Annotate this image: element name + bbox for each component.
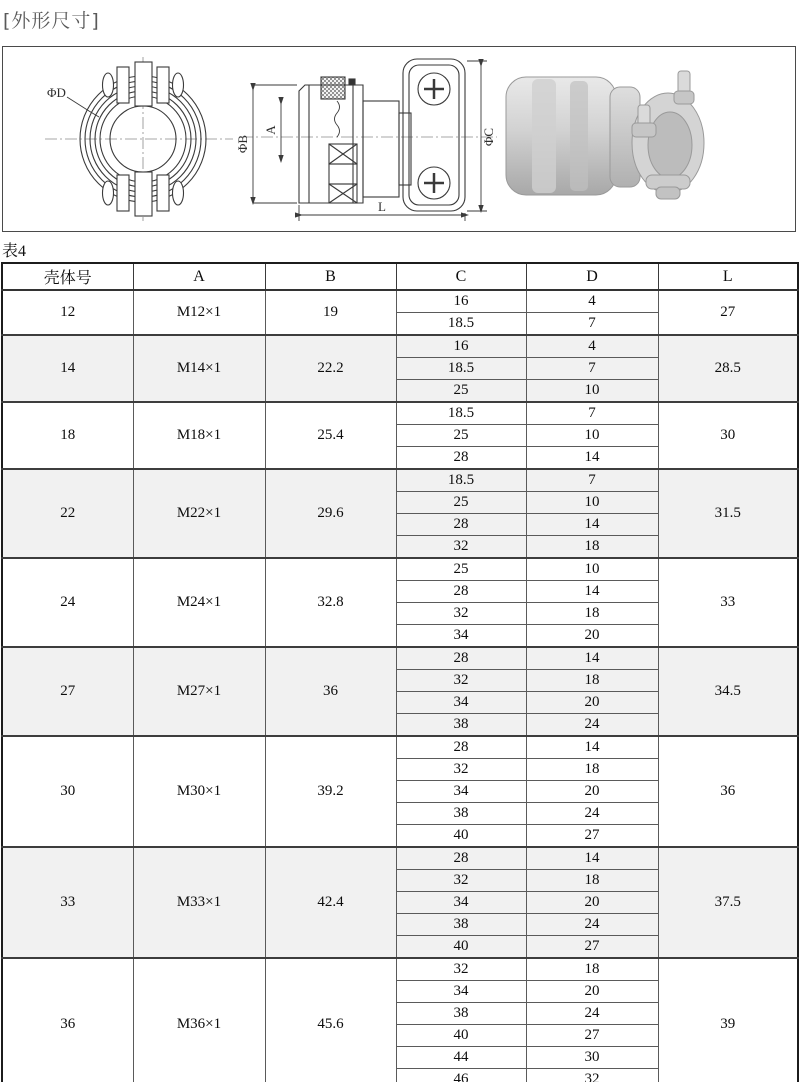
dim-d-cell: 14 xyxy=(526,847,658,870)
dim-d-cell: 4 xyxy=(526,290,658,313)
dim-c-cell: 32 xyxy=(396,958,526,981)
dim-c-cell: 34 xyxy=(396,692,526,714)
dim-d-cell: 10 xyxy=(526,492,658,514)
dim-b-cell: 32.8 xyxy=(265,558,396,647)
dim-d-cell: 14 xyxy=(526,736,658,759)
dim-d-cell: 4 xyxy=(526,335,658,358)
shell-number-cell: 12 xyxy=(2,290,133,335)
dim-l-cell: 34.5 xyxy=(658,647,798,736)
shell-number-cell: 24 xyxy=(2,558,133,647)
dim-d-cell: 20 xyxy=(526,692,658,714)
thread-a-cell: M22×1 xyxy=(133,469,265,558)
dim-c-cell: 25 xyxy=(396,425,526,447)
dim-c-cell: 38 xyxy=(396,714,526,737)
dim-c-cell: 34 xyxy=(396,781,526,803)
dim-c-cell: 38 xyxy=(396,803,526,825)
dim-c-cell: 25 xyxy=(396,492,526,514)
dim-d-cell: 7 xyxy=(526,313,658,336)
dim-b-cell: 19 xyxy=(265,290,396,335)
dim-c-cell: 40 xyxy=(396,825,526,848)
thread-a-cell: M36×1 xyxy=(133,958,265,1082)
dim-c-cell: 38 xyxy=(396,1003,526,1025)
dim-b-cell: 36 xyxy=(265,647,396,736)
dim-d-cell: 18 xyxy=(526,958,658,981)
dim-d-cell: 10 xyxy=(526,380,658,403)
column-header: 壳体号 xyxy=(2,263,133,290)
dim-c-cell: 40 xyxy=(396,936,526,959)
dim-c-cell: 32 xyxy=(396,536,526,559)
dim-c-cell: 28 xyxy=(396,514,526,536)
dim-d-cell: 14 xyxy=(526,581,658,603)
dim-c-cell: 46 xyxy=(396,1069,526,1082)
column-header: B xyxy=(265,263,396,290)
dim-c-cell: 28 xyxy=(396,447,526,470)
table-row xyxy=(2,558,798,581)
thread-a-cell: M30×1 xyxy=(133,736,265,847)
dim-d-cell: 14 xyxy=(526,647,658,670)
shell-number-cell: 14 xyxy=(2,335,133,402)
dim-l-cell: 28.5 xyxy=(658,335,798,402)
dim-d-cell: 10 xyxy=(526,558,658,581)
dim-b-cell: 45.6 xyxy=(265,958,396,1082)
dim-d-cell: 24 xyxy=(526,714,658,737)
shell-number-cell: 36 xyxy=(2,958,133,1082)
dim-c-cell: 32 xyxy=(396,603,526,625)
thread-a-cell: M14×1 xyxy=(133,335,265,402)
dim-c-cell: 32 xyxy=(396,870,526,892)
thread-a-cell: M27×1 xyxy=(133,647,265,736)
dim-l-cell: 39 xyxy=(658,958,798,1082)
dim-c-cell: 25 xyxy=(396,558,526,581)
dim-c-cell: 18.5 xyxy=(396,358,526,380)
phi-d-label: ΦD xyxy=(47,85,66,100)
dim-d-cell: 20 xyxy=(526,981,658,1003)
dim-d-cell: 24 xyxy=(526,914,658,936)
dim-c-cell: 28 xyxy=(396,581,526,603)
dim-d-cell: 20 xyxy=(526,781,658,803)
column-header: A xyxy=(133,263,265,290)
dim-d-cell: 20 xyxy=(526,625,658,648)
dim-d-cell: 32 xyxy=(526,1069,658,1082)
dimensions-table xyxy=(1,262,799,1082)
dim-c-cell: 34 xyxy=(396,892,526,914)
dim-b-cell: 39.2 xyxy=(265,736,396,847)
shell-number-cell: 27 xyxy=(2,647,133,736)
page-title: [外形尺寸] xyxy=(3,10,100,32)
a-label: A xyxy=(263,125,278,135)
dim-c-cell: 18.5 xyxy=(396,402,526,425)
dim-d-cell: 24 xyxy=(526,1003,658,1025)
dim-c-cell: 28 xyxy=(396,847,526,870)
table-row xyxy=(2,290,798,313)
header-row xyxy=(2,263,798,290)
dim-l-cell: 27 xyxy=(658,290,798,335)
dim-d-cell: 18 xyxy=(526,870,658,892)
dim-c-cell: 32 xyxy=(396,670,526,692)
table-row xyxy=(2,402,798,425)
dim-c-cell: 44 xyxy=(396,1047,526,1069)
dim-l-cell: 31.5 xyxy=(658,469,798,558)
column-header: D xyxy=(526,263,658,290)
dim-b-cell: 22.2 xyxy=(265,335,396,402)
dim-l-cell: 36 xyxy=(658,736,798,847)
shell-number-cell: 22 xyxy=(2,469,133,558)
shell-number-cell: 33 xyxy=(2,847,133,958)
dim-d-cell: 27 xyxy=(526,936,658,959)
body-outline xyxy=(299,77,411,203)
dim-d-cell: 30 xyxy=(526,1047,658,1069)
dim-d-cell: 27 xyxy=(526,1025,658,1047)
dim-d-cell: 14 xyxy=(526,447,658,470)
dim-d-cell: 18 xyxy=(526,759,658,781)
dim-d-cell: 14 xyxy=(526,514,658,536)
table-row xyxy=(2,335,798,358)
dim-d-cell: 10 xyxy=(526,425,658,447)
dim-d-cell: 27 xyxy=(526,825,658,848)
front-view-drawing xyxy=(31,55,236,223)
shell-number-cell: 18 xyxy=(2,402,133,469)
dim-c-cell: 34 xyxy=(396,625,526,648)
column-header: L xyxy=(658,263,798,290)
dim-l-cell: 30 xyxy=(658,402,798,469)
thread-a-cell: M24×1 xyxy=(133,558,265,647)
render-shapes xyxy=(506,71,704,199)
thread-a-cell: M33×1 xyxy=(133,847,265,958)
connector-3d-render xyxy=(498,59,710,211)
table-header xyxy=(2,263,798,290)
thread-a-cell: M12×1 xyxy=(133,290,265,335)
table-row xyxy=(2,736,798,759)
l-label: L xyxy=(378,199,386,214)
dim-c-cell: 32 xyxy=(396,759,526,781)
dim-c-cell: 16 xyxy=(396,290,526,313)
dim-c-cell: 18.5 xyxy=(396,313,526,336)
table-row xyxy=(2,469,798,492)
dim-b-cell: 25.4 xyxy=(265,402,396,469)
dim-d-cell: 7 xyxy=(526,402,658,425)
phi-b-label: ΦB xyxy=(235,134,250,154)
outline-drawing-panel xyxy=(2,46,796,232)
dim-d-cell: 18 xyxy=(526,603,658,625)
side-section-drawing xyxy=(235,49,497,231)
dim-c-cell: 28 xyxy=(396,736,526,759)
phi-c-label: ΦC xyxy=(481,127,496,147)
dim-d-cell: 18 xyxy=(526,536,658,559)
flange-outline xyxy=(403,59,465,211)
dim-d-cell: 24 xyxy=(526,803,658,825)
dim-l-cell: 33 xyxy=(658,558,798,647)
table-label: 表4 xyxy=(2,243,27,260)
dim-c-cell: 25 xyxy=(396,380,526,403)
dim-d-cell: 18 xyxy=(526,670,658,692)
table-row xyxy=(2,647,798,670)
table-row xyxy=(2,847,798,870)
dim-c-cell: 40 xyxy=(396,1025,526,1047)
dim-c-cell: 28 xyxy=(396,647,526,670)
dim-c-cell: 38 xyxy=(396,914,526,936)
dim-c-cell: 18.5 xyxy=(396,469,526,492)
table-body xyxy=(2,290,798,1082)
thread-a-cell: M18×1 xyxy=(133,402,265,469)
dim-d-cell: 7 xyxy=(526,358,658,380)
dim-l-cell: 37.5 xyxy=(658,847,798,958)
dim-b-cell: 42.4 xyxy=(265,847,396,958)
dim-d-cell: 20 xyxy=(526,892,658,914)
dim-c-cell: 34 xyxy=(396,981,526,1003)
dim-c-cell: 16 xyxy=(396,335,526,358)
dim-b-cell: 29.6 xyxy=(265,469,396,558)
table-row xyxy=(2,958,798,981)
shell-number-cell: 30 xyxy=(2,736,133,847)
dim-d-cell: 7 xyxy=(526,469,658,492)
column-header: C xyxy=(396,263,526,290)
